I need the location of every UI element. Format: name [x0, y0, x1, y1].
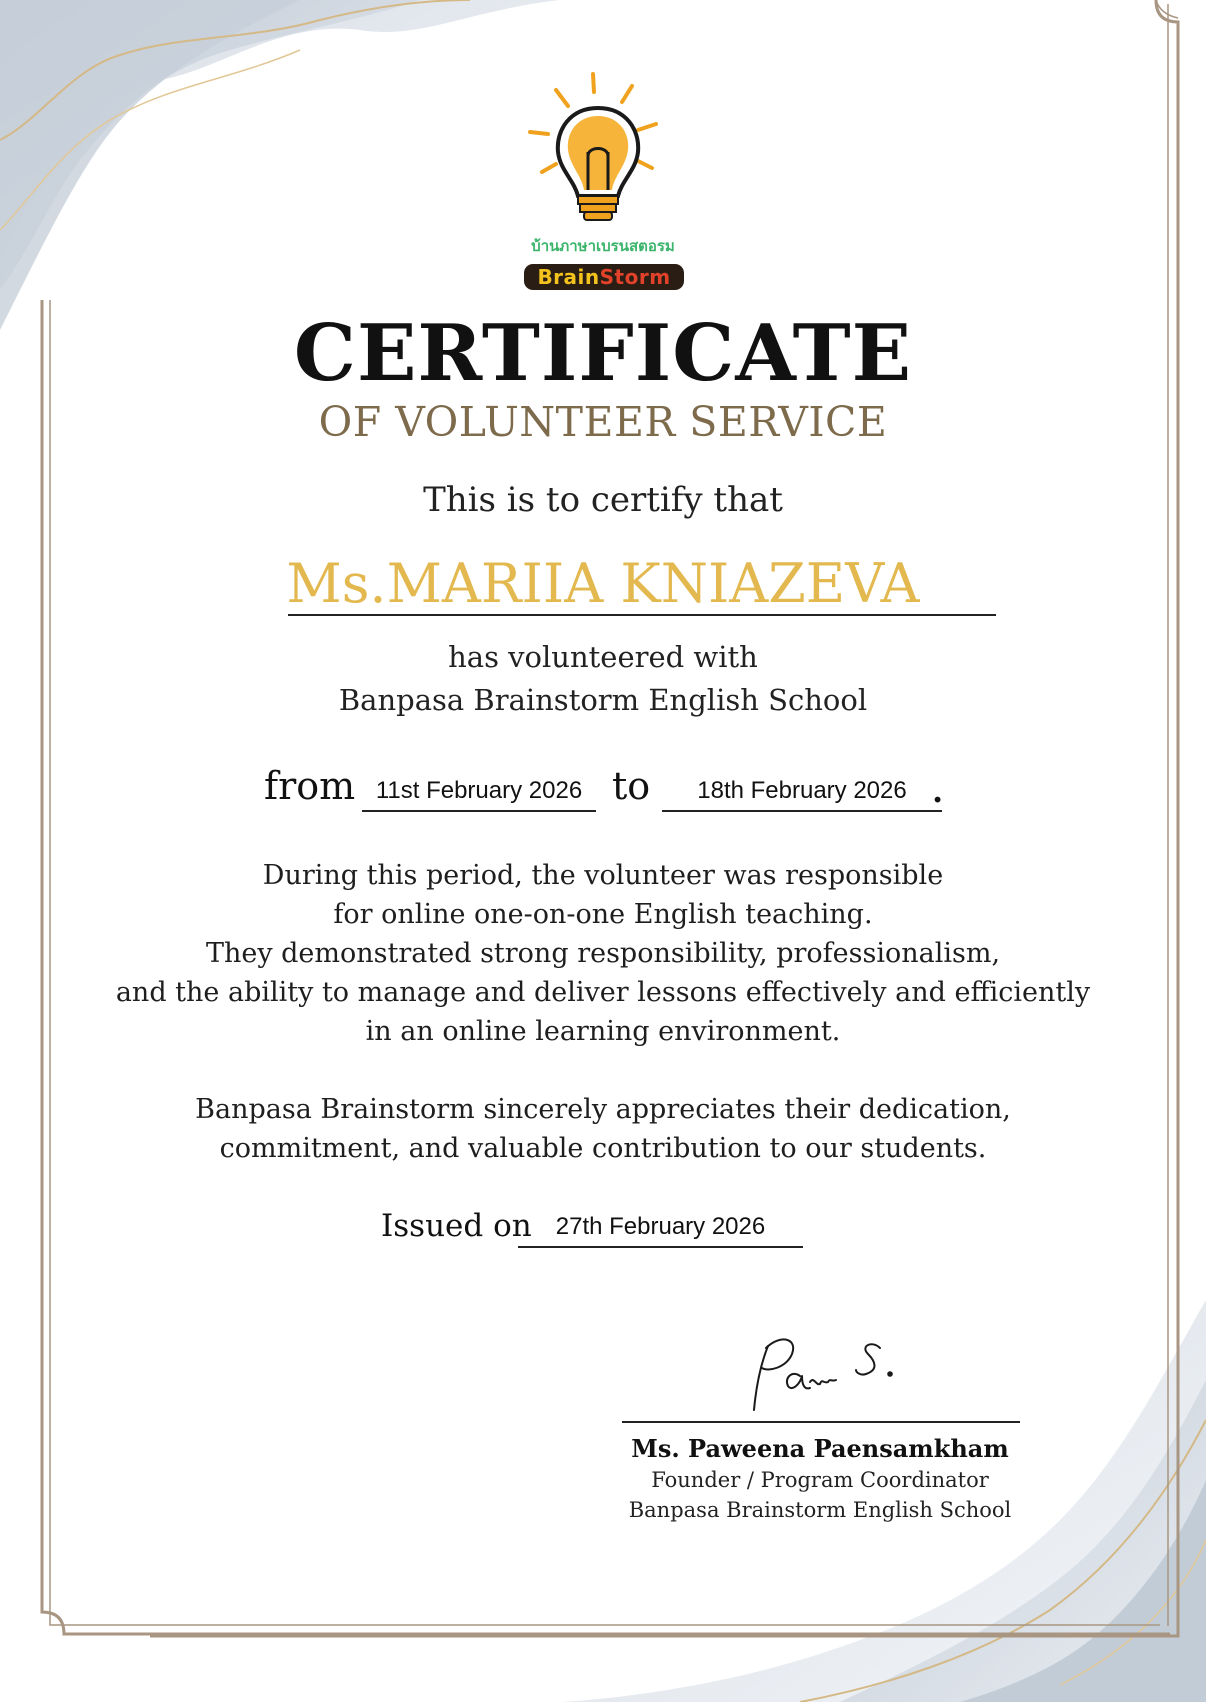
issued-label: Issued on: [381, 1208, 532, 1244]
recipient-underline: [288, 614, 996, 616]
logo-thai-name: บ้านภาษาเบรนสตอรม: [531, 237, 675, 255]
from-date: 11st February 2026: [362, 774, 596, 812]
duty-line: in an online learning environment.: [365, 1016, 841, 1047]
to-label: to: [612, 764, 651, 808]
lightbulb-icon: [508, 68, 698, 228]
top-left-wave-decoration: [0, 0, 560, 330]
signatory-role: Founder / Program Coordinator: [651, 1468, 989, 1492]
logo-brand-part1: Brain: [537, 265, 600, 289]
duty-line: for online one-on-one English teaching.: [333, 899, 873, 930]
certify-statement: This is to certify that: [423, 480, 783, 520]
issued-date: 27th February 2026: [518, 1210, 803, 1248]
volunteered-statement: has volunteered with: [448, 640, 758, 674]
duty-line: During this period, the volunteer was responsible: [262, 860, 944, 891]
handwritten-signature: [740, 1326, 910, 1416]
period-mark: .: [932, 772, 944, 810]
appreciation-line: commitment, and valuable contribution to our students.: [219, 1133, 987, 1164]
logo-brand-part2: Storm: [599, 265, 671, 289]
appreciation-line: Banpasa Brainstorm sincerely appreciates their dedication,: [195, 1094, 1011, 1125]
to-date: 18th February 2026: [662, 774, 942, 812]
logo-brand-name: [524, 264, 684, 290]
signatory-organization: Banpasa Brainstorm English School: [628, 1498, 1012, 1522]
signatory-name: Ms. Paweena Paensamkham: [631, 1434, 1009, 1463]
from-label: from: [264, 764, 356, 808]
brainstorm-logo: [508, 68, 698, 298]
recipient-name: Ms.MARIIA KNIAZEVA: [286, 552, 920, 615]
school-name: Banpasa Brainstorm English School: [338, 683, 868, 717]
certificate-subtitle: OF VOLUNTEER SERVICE: [318, 398, 888, 446]
duty-line: They demonstrated strong responsibility, professionalism,: [205, 938, 1001, 969]
duty-line: and the ability to manage and deliver lessons effectively and efficiently: [115, 977, 1091, 1008]
signature-line: [622, 1421, 1020, 1423]
certificate-title: CERTIFICATE: [293, 308, 913, 399]
